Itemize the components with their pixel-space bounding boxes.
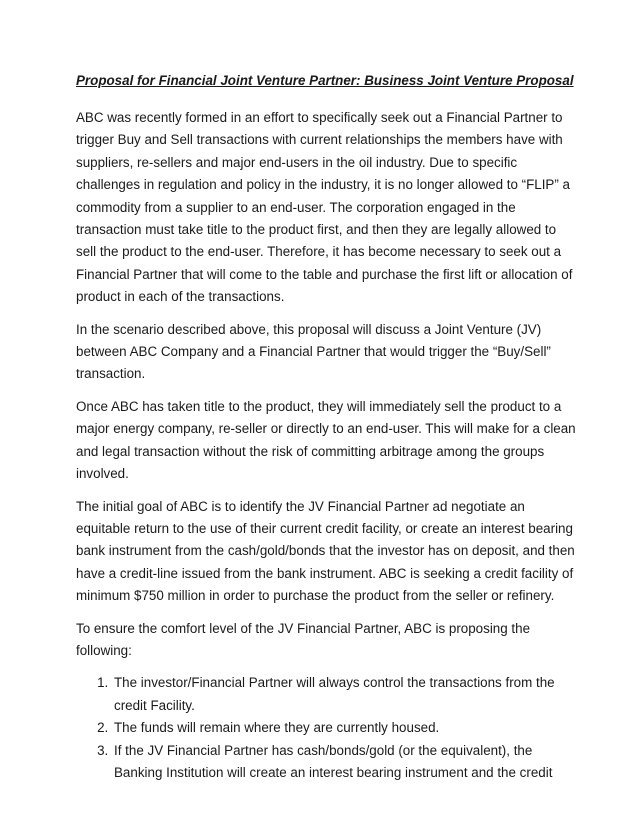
paragraph-comfort-level: To ensure the comfort level of the JV Financial Partner, ABC is proposing the following: [76,620,531,658]
paragraph-intro: ABC was recently formed in an effort to specifically seek out a Financial Partner to trigger Buy and Sell transactions with current relationships the members have with suppliers, re-sellers and major end-users in the oil industry. Due to specific challenges in regulation and policy in the industry, it is no longer allowed to “FLIP” a commodity from a supplier to an end-user. The corporation engaged in the transaction must take title to the product first, and then they are legally allowed to sell the product to the end-user. Therefore, it has become necessary to seek out a Financial Partner that will come to the table and purchase the first lift or allocation of product in each of the transactions. [76,110,573,305]
list-item: 2. The funds will remain where they are currently housed. [112,717,578,739]
document-title: Proposal for Financial Joint Venture Partner: Business Joint Venture Proposal [76,73,574,88]
paragraph-title-transfer: Once ABC has taken title to the product, they will immediately sell the product to a major energy company, re-seller or directly to an end-user. This will make for a clean and legal transaction without the risk of committing arbitrage among the groups involved. [76,398,576,482]
list-item: 3. If the JV Financial Partner has cash/bonds/gold (or the equivalent), the Banking Institution will create an interest bearing instrument and the credit [112,740,578,785]
paragraph-initial-goal: The initial goal of ABC is to identify the JV Financial Partner ad negotiate an equitable return to the use of their current credit facility, or create an interest bearing bank instrument from the cash/gold/bonds that the investor has on deposit, and then have a credit-line issued from the bank instrument. ABC is seeking a credit facility of minimum $750 million in order to purchase the product from the seller or refinery. [76,498,575,604]
proposal-list [76,672,578,784]
paragraph-scenario: In the scenario described above, this proposal will discuss a Joint Venture (JV) between ABC Company and a Financial Partner that would trigger the “Buy/Sell” transaction. [76,321,551,382]
list-item: 1. The investor/Financial Partner will always control the transactions from the credit Facility. [112,672,578,717]
